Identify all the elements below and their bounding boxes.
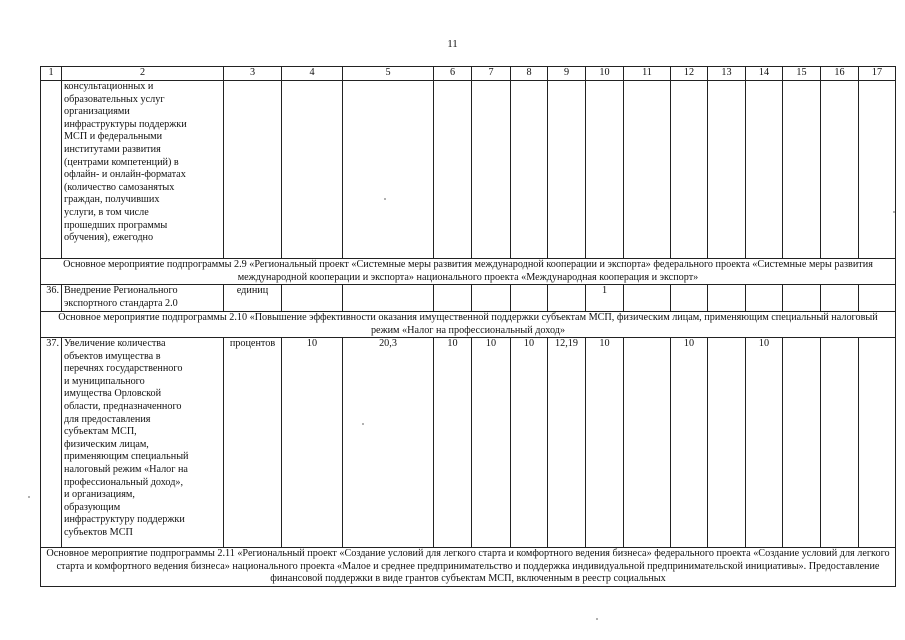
section-row [41, 259, 896, 285]
scan-speck [893, 211, 895, 213]
value-cell [624, 338, 671, 548]
value-cell [343, 285, 434, 312]
value-cell [708, 285, 746, 312]
column-header: 12 [671, 67, 708, 81]
value-cell [821, 285, 859, 312]
section-heading-2-9: Основное мероприятие подпрограммы 2.9 «Региональный проект «Системные меры развития международной кооперации и экспорта» федерального проекта «Системные меры развития международной кооперации и экспорта» национального проекта «Международная кооперация и экспорт» [41, 259, 896, 285]
column-header: 15 [783, 67, 821, 81]
value-cell: 10 [586, 338, 624, 548]
header-row [41, 67, 896, 81]
indicators-table [40, 66, 896, 587]
column-header: 3 [224, 67, 282, 81]
value-cell [783, 81, 821, 259]
section-heading-2-10: Основное мероприятие подпрограммы 2.10 «Повышение эффективности оказания имущественной поддержки субъектам МСП, физическим лицам, применяющим специальный налоговый режим «Налог на профессиональный доход» [41, 312, 896, 338]
value-cell: 10 [472, 338, 511, 548]
value-cell [548, 81, 586, 259]
value-cell [783, 338, 821, 548]
value-cell [746, 285, 783, 312]
table-row [41, 285, 896, 312]
value-cell [859, 81, 896, 259]
indicator-name: Внедрение Регионального экспортного стандарта 2.0 [62, 285, 224, 312]
column-header: 16 [821, 67, 859, 81]
value-cell [708, 338, 746, 548]
value-cell [821, 338, 859, 548]
column-header: 4 [282, 67, 343, 81]
row-number [41, 81, 62, 259]
value-cell: 12,19 [548, 338, 586, 548]
value-cell [434, 285, 472, 312]
indicator-name: консультационных и образовательных услуг организациями инфраструктуры поддержки МСП и федеральными институтами развития (центрами компетенций) в офлайн- и онлайн-форматах (количество самозанятых граждан, получивших услуги, в том числе прошедших программы обучения), ежегодно [62, 81, 224, 259]
value-cell [671, 285, 708, 312]
value-cell [671, 81, 708, 259]
value-cell [859, 285, 896, 312]
column-header: 8 [511, 67, 548, 81]
value-cell: 10 [671, 338, 708, 548]
value-cell: 1 [586, 285, 624, 312]
value-cell [586, 81, 624, 259]
section-row [41, 312, 896, 338]
value-cell [708, 81, 746, 259]
value-cell [282, 285, 343, 312]
column-header: 13 [708, 67, 746, 81]
value-cell [746, 81, 783, 259]
scan-speck [362, 423, 364, 425]
value-cell: 10 [282, 338, 343, 548]
column-header: 5 [343, 67, 434, 81]
indicator-name: Увеличение количества объектов имущества в перечнях государственного и муниципального имущества Орловской области, предназначенного для предоставления субъектам МСП, физическим лицам, применяющим специальный налоговый режим «Налог на профессиональный доход», и организациям, образующим инфраструктуру поддержки субъектов МСП [62, 338, 224, 548]
value-cell: 10 [434, 338, 472, 548]
page-number: 11 [447, 38, 458, 50]
value-cell [783, 285, 821, 312]
table-row [41, 338, 896, 548]
column-header: 6 [434, 67, 472, 81]
column-header: 9 [548, 67, 586, 81]
column-header: 11 [624, 67, 671, 81]
value-cell: 20,3 [343, 338, 434, 548]
scan-speck [384, 198, 386, 200]
value-cell [434, 81, 472, 259]
row-number: 37. [41, 338, 62, 548]
row-number: 36. [41, 285, 62, 312]
value-cell [624, 285, 671, 312]
value-cell: 10 [511, 338, 548, 548]
value-cell [511, 285, 548, 312]
column-header: 17 [859, 67, 896, 81]
column-header: 10 [586, 67, 624, 81]
section-heading-2-11: Основное мероприятие подпрограммы 2.11 «Региональный проект «Создание условий для легкого старта и комфортного ведения бизнеса» федерального проекта «Создание условий для легкого старта и комфортного ведения бизнеса» национального проекта «Малое и среднее предпринимательство и поддержка индивидуальной предпринимательской инициативы». Предоставление финансовой поддержки в виде грантов субъектам МСП, включенным в реестр социальных [41, 548, 896, 587]
section-row [41, 548, 896, 587]
value-cell [472, 285, 511, 312]
column-header: 14 [746, 67, 783, 81]
column-header: 1 [41, 67, 62, 81]
column-header: 2 [62, 67, 224, 81]
value-cell: 10 [746, 338, 783, 548]
scan-speck [596, 618, 598, 620]
unit-cell: единиц [224, 285, 282, 312]
value-cell [548, 285, 586, 312]
scan-speck [28, 496, 30, 498]
value-cell [472, 81, 511, 259]
unit-cell [224, 81, 282, 259]
value-cell [859, 338, 896, 548]
unit-cell: процентов [224, 338, 282, 548]
value-cell [821, 81, 859, 259]
value-cell [511, 81, 548, 259]
column-header: 7 [472, 67, 511, 81]
value-cell [282, 81, 343, 259]
value-cell [343, 81, 434, 259]
table-row [41, 81, 896, 259]
value-cell [624, 81, 671, 259]
